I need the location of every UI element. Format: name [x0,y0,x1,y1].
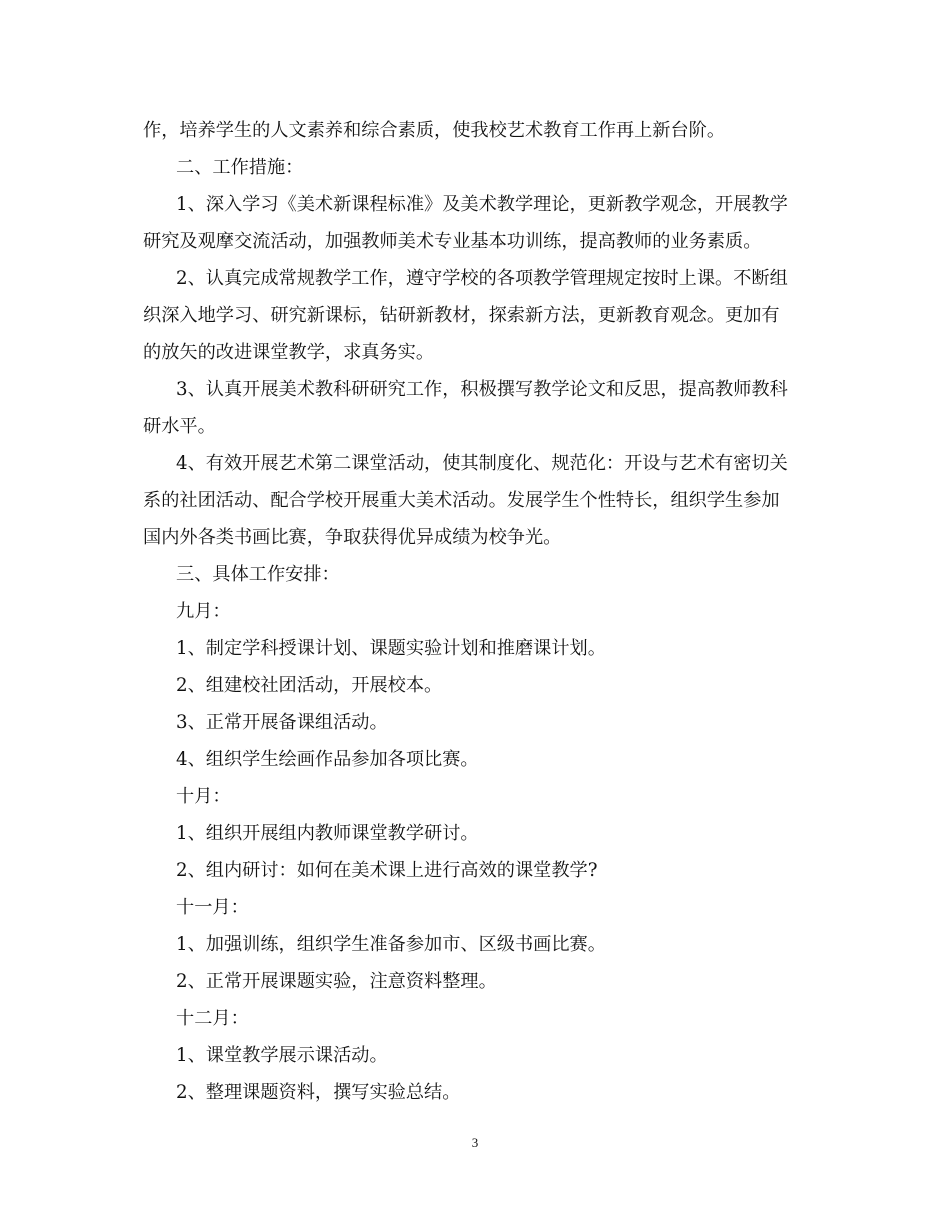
text-line: 4、有效开展艺术第二课堂活动，使其制度化、规范化：开设与艺术有密切关 [176,453,788,474]
text-line: 十月： [176,786,231,807]
text-line: 的放矢的改进课堂教学，求真务实。 [143,342,435,363]
text-line: 作，培养学生的人文素养和综合素质，使我校艺术教育工作再上新台阶。 [143,120,726,141]
text-line: 2、正常开展课题实验，注意资料整理。 [176,971,497,992]
text-line: 十二月： [176,1008,249,1029]
text-line: 2、组内研讨：如何在美术课上进行高效的课堂教学? [176,860,598,881]
text-line: 国内外各类书画比赛，争取获得优异成绩为校争光。 [143,527,562,548]
text-line: 1、组织开展组内教师课堂教学研讨。 [176,823,479,844]
text-line: 十一月： [176,897,249,918]
body-text [143,112,815,1111]
text-line: 3、正常开展备课组活动。 [176,712,388,733]
text-line: 九月： [176,601,231,622]
text-line: 研究及观摩交流活动，加强教师美术专业基本功训练，提高教师的业务素质。 [143,231,762,252]
page-number: 3 [471,1135,479,1150]
text-line: 1、加强训练，组织学生准备参加市、区级书画比赛。 [176,934,606,955]
text-line: 2、组建校社团活动，开展校本。 [176,675,443,696]
text-line: 2、整理课题资料，撰写实验总结。 [176,1082,461,1103]
text-line: 1、课堂教学展示课活动。 [176,1045,388,1066]
text-line: 3、认真开展美术教科研研究工作，积极撰写教学论文和反思，提高教师教科 [176,379,788,400]
text-line: 1、深入学习《美术新课程标准》及美术教学理论，更新教学观念，开展教学 [176,194,788,215]
text-line: 三、具体工作安排： [176,564,340,585]
text-line: 2、认真完成常规教学工作，遵守学校的各项教学管理规定按时上课。不断组 [176,268,788,289]
text-line: 1、制定学科授课计划、课题实验计划和推磨课计划。 [176,638,606,659]
text-line: 4、组织学生绘画作品参加各项比赛。 [176,749,479,770]
text-line: 二、工作措施： [176,157,304,178]
text-line: 系的社团活动、配合学校开展重大美术活动。发展学生个性特长，组织学生参加 [143,490,780,511]
text-line: 织深入地学习、研究新课标，钻研新教材，探索新方法，更新教育观念。更加有 [143,305,780,326]
text-line: 研水平。 [143,416,216,437]
